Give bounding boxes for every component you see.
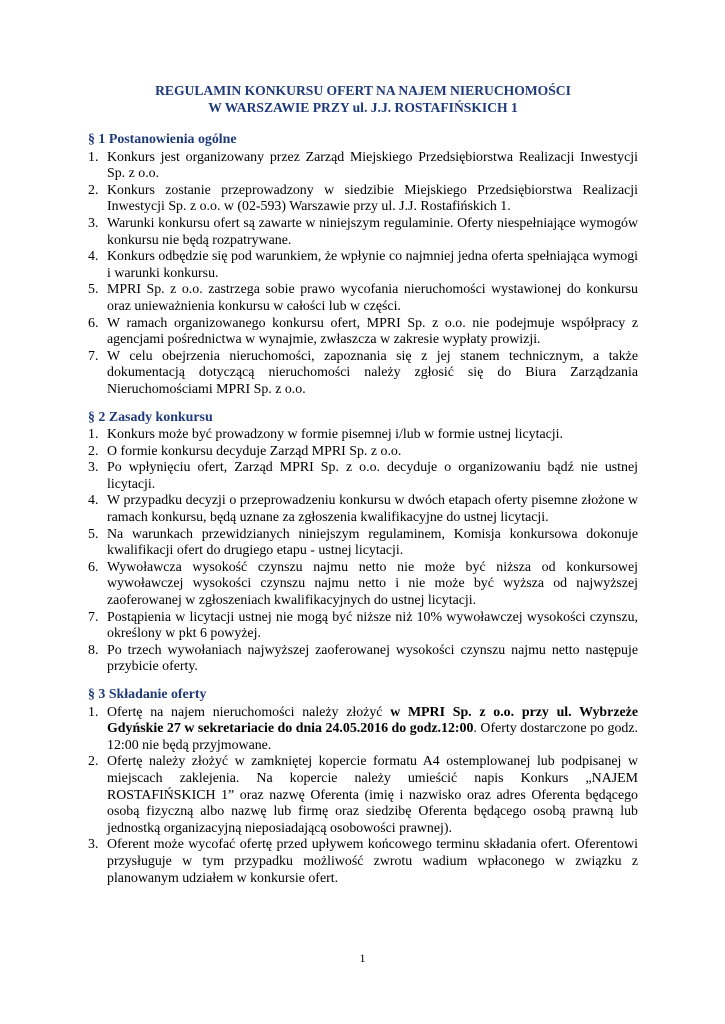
list-item [88, 610, 638, 643]
item-text: Po trzech wywołaniach najwyższej zaoferowanej wysokości czynszu najmu netto następuje przybicie oferty. [107, 642, 638, 675]
item-number: 1. [88, 427, 99, 443]
item-text: Oferent może wycofać ofertę przed upływem końcowego terminu składania ofert. Oferentowi przysługuje w tym przypadku możliwość zwrotu wadium wpłaconego w związku z planowanym udziałem w konkursie ofert. [107, 837, 638, 886]
item-number: 3. [88, 460, 99, 476]
item-number: 3. [88, 215, 99, 231]
item-text-after: . Oferty dostarczone po godz. 12:00 nie będą przyjmowane. [107, 721, 638, 753]
item-number: 7. [88, 609, 99, 625]
section-2-list [88, 427, 638, 676]
item-text: Ofertę należy złożyć w zamkniętej kopercie formatu A4 ostemplowanej lub podpisanej w miejscach zaklejenia. Na kopercie należy umieścić napis Konkurs „NAJEM ROSTAFIŃSKICH 1” oraz nazwę Oferenta (imię i nazwisko oraz adres Oferenta będącego osobą fizyczną albo nazwę lub firmę oraz siedzibę Oferenta będącego osobą prawną lub jednostką organizacyjną nieposiadającą osobowości prawnej). [107, 754, 638, 836]
list-item [88, 527, 638, 560]
item-text: Konkurs może być prowadzony w formie pisemnej i/lub w formie ustnej licytacji. [107, 427, 563, 443]
item-number: 2. [88, 182, 99, 198]
list-item [88, 150, 638, 183]
item-number: 8. [88, 642, 99, 658]
section-3-list [88, 705, 638, 888]
item-number: 5. [88, 282, 99, 298]
submission-deadline-text: w MPRI Sp. z o.o. przy ul. Wybrzeże Gdyńskie 27 w sekretariacie do dnia 24.05.2016 do godz.12:00 [107, 704, 638, 737]
list-item [88, 183, 638, 216]
section-2-heading: § 2 Zasady konkursu [88, 409, 213, 425]
item-number: 5. [88, 526, 99, 542]
list-item [88, 460, 638, 493]
item-text: Po wpłynięciu ofert, Zarząd MPRI Sp. z o.o. decyduje o organizowaniu bądź nie ustnej licytacji. [107, 460, 638, 492]
title-line-1: REGULAMIN KONKURSU OFERT NA NAJEM NIERUCHOMOŚCI [155, 83, 571, 98]
section-offer-submission [88, 687, 638, 887]
section-general-provisions [88, 132, 638, 399]
list-item [88, 216, 638, 249]
title-line-2: W WARSZAWIE PRZY ul. J.J. ROSTAFIŃSKICH 1 [208, 100, 518, 115]
list-item [88, 754, 638, 837]
list-item [88, 349, 638, 399]
item-number: 1. [88, 149, 99, 165]
list-item [88, 249, 638, 282]
document-page [88, 82, 638, 898]
section-3-heading: § 3 Składanie oferty [88, 687, 207, 702]
list-item [88, 282, 638, 315]
item-number: 7. [88, 348, 99, 364]
item-text: Konkurs odbędzie się pod warunkiem, że wpłynie co najmniej jedna oferta spełniająca wymogi i warunki konkursu. [107, 249, 638, 281]
item-number: 2. [88, 443, 99, 459]
list-item [88, 493, 638, 526]
item-number: 1. [88, 704, 99, 720]
item-number: 2. [88, 754, 99, 770]
item-text: W przypadku decyzji o przeprowadzeniu konkursu w dwóch etapach oferty pisemne złożone w ramach konkursu, będą uznane za zgłoszenia kwalifikacyjne do ustnej licytacji. [107, 493, 638, 526]
list-item [88, 643, 638, 676]
item-number: 4. [88, 493, 99, 509]
item-text: W ramach organizowanego konkursu ofert, MPRI Sp. z o.o. nie podejmuje współpracy z agencjami pośrednictwa w wynajmie, zwłaszcza w zakresie wypłaty prowizji. [107, 315, 638, 348]
item-number: 6. [88, 559, 99, 575]
list-item [88, 837, 638, 887]
item-text: Warunki konkursu ofert są zawarte w niniejszym regulaminie. Oferty niespełniające wymogów konkursu nie będą rozpatrywane. [107, 215, 638, 248]
item-text: O formie konkursu decyduje Zarząd MPRI Sp. z o.o. [107, 443, 402, 459]
list-item [88, 705, 638, 755]
item-text: Wywoławcza wysokość czynszu najmu netto nie może być niższa od konkursowej wywoławczej wysokości czynszu najmu netto i nie może być wyższa od najwyższej zaoferowanej w zgłoszeniach kwalifikacyjnych do ustnej licytacji. [107, 559, 638, 609]
document-title [88, 82, 638, 116]
list-item [88, 444, 638, 461]
item-number: 6. [88, 315, 99, 331]
section-1-list [88, 150, 638, 399]
item-text: Konkurs zostanie przeprowadzony w siedzibie Miejskiego Przedsiębiorstwa Realizacji Inwestycji Sp. z o.o. w (02-593) Warszawie przy ul. J.J. Rostafińskich 1. [107, 182, 638, 215]
item-text: W celu obejrzenia nieruchomości, zapoznania się z jej stanem technicznym, a także dokumentacją dotyczącą nieruchomości należy zgłosić się do Biura Zarządzania Nieruchomościami MPRI Sp. z o.o. [107, 348, 638, 397]
item-text-before: Ofertę na najem nieruchomości należy złożyć [107, 704, 391, 720]
list-item [88, 316, 638, 349]
item-number: 4. [88, 249, 99, 265]
item-text: MPRI Sp. z o.o. zastrzega sobie prawo wycofania nieruchomości wystawionej do konkursu oraz unieważnienia konkursu w całości lub w części. [107, 282, 638, 314]
item-text: Postąpienia w licytacji ustnej nie mogą być niższe niż 10% wywoławczej wysokości czynszu, określony w pkt 6 powyżej. [107, 609, 638, 642]
item-text: Na warunkach przewidzianych niniejszym regulaminem, Komisja konkursowa dokonuje kwalifikacji ofert do drugiego etapu - ustnej licytacji. [107, 526, 638, 559]
list-item [88, 427, 638, 444]
section-contest-rules [88, 410, 638, 677]
item-text: Konkurs jest organizowany przez Zarząd Miejskiego Przedsiębiorstwa Realizacji Inwestycji Sp. z o.o. [107, 149, 638, 182]
page-number: 1 [359, 951, 366, 965]
item-number: 3. [88, 837, 99, 853]
list-item [88, 560, 638, 610]
section-1-heading: § 1 Postanowienia ogólne [88, 132, 237, 147]
